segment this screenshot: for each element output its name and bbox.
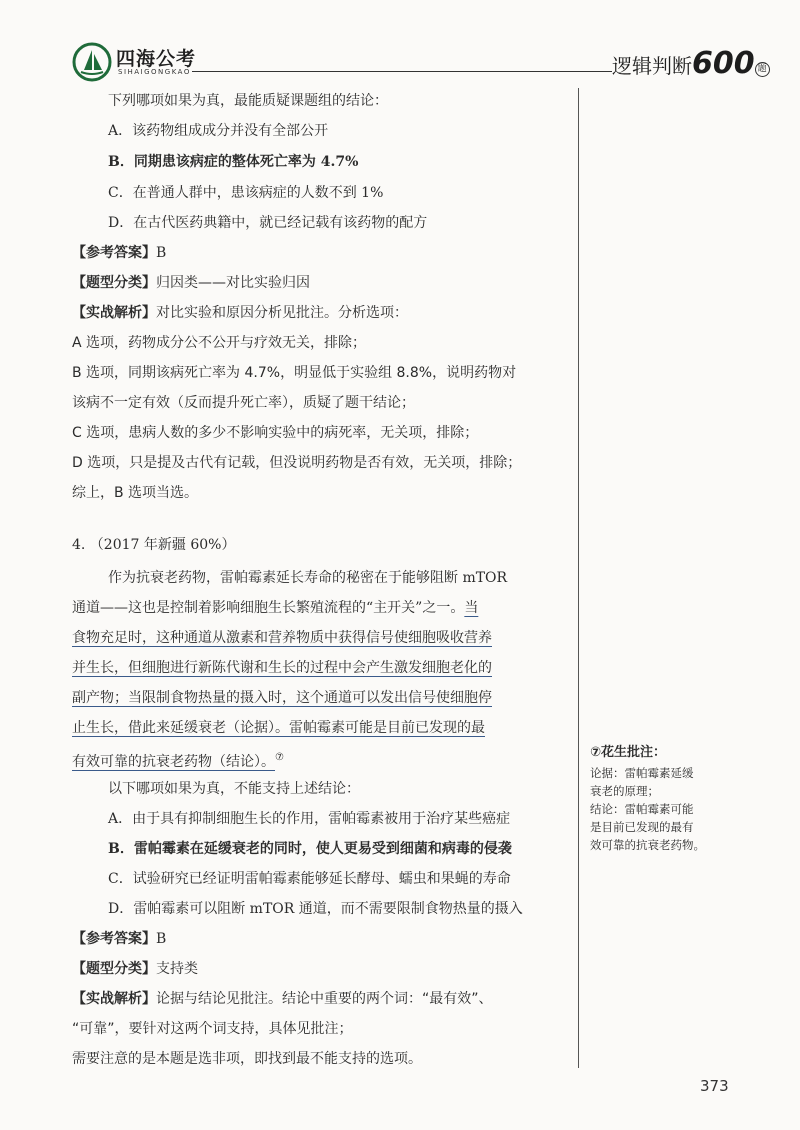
answer-value: B [156,931,167,947]
analysis-label: 【实战解析】 [72,991,156,1007]
answer-label: 【参考答案】 [72,931,156,947]
type-label: 【题型分类】 [72,961,156,977]
q4-option-c: C．试验研究已经证明雷帕霉素能够延长酵母、蠕虫和果蝇的寿命 [108,871,511,887]
q3-analysis-line: B 选项，同期该病死亡率为 4.7%，明显低于实验组 8.8%，说明药物对 [72,365,517,381]
q4-passage-line: 作为抗衰老药物，雷帕霉素延长寿命的秘密在于能够阻断 mTOR [108,570,508,586]
q4-answer [72,928,166,950]
q4-passage-line [72,747,284,773]
q3-option-d: D．在古代医药典籍中，就已经记载有该药物的配方 [108,215,428,231]
q4-heading: 4. （2017 年新疆 60%） [72,537,236,553]
annotation-line: 论据：雷帕霉素延缓 [590,766,694,780]
answer-label: 【参考答案】 [72,245,156,261]
analysis-intro-text: 对比实验和原因分析见批注。分析选项： [156,305,408,321]
q3-answer [72,242,166,264]
annotation-title: ⑦花生批注： [590,745,667,760]
q3-analysis-line: 综上，B 选项当选。 [72,485,199,501]
q4-passage-line: 食物充足时，这种通道从激素和营养物质中获得信号使细胞吸收营养 [72,630,492,646]
page-header [72,38,767,88]
q4-passage-line: 副产物；当限制食物热量的摄入时，这个通道可以发出信号使细胞停 [72,690,492,706]
logo-text: 四海公考 [116,48,197,70]
sailboat-logo-icon [72,42,112,82]
q4-passage-line: 并生长，但细胞进行新陈代谢和生长的过程中会产生激发细胞老化的 [72,660,492,676]
q4-type [72,958,198,980]
q4-passage-line [72,597,478,619]
q3-prompt: 下列哪项如果为真，最能质疑课题组的结论： [108,93,388,109]
annotation-line: 是目前已发现的最有 [590,820,694,834]
q3-analysis-intro [72,302,408,324]
annotation-line: 结论：雷帕霉素可能 [590,802,694,816]
type-label: 【题型分类】 [72,275,156,291]
q4-analysis-line: “可靠”，要针对这两个词支持，具体见批注； [72,1021,353,1037]
q3-option-c: C．在普通人群中，患该病症的人数不到 1% [108,185,384,201]
type-value: 支持类 [156,961,198,977]
q4-analysis-intro [72,988,493,1010]
q3-analysis-line: A 选项，药物成分公不公开与疗效无关，排除； [72,335,367,351]
q3-option-b: B．同期患该病症的整体死亡率为 4.7% [108,154,359,170]
q4-analysis-line: 需要注意的是本题是选非项，即找到最不能支持的选项。 [72,1051,422,1067]
q4-option-d: D．雷帕霉素可以阻断 mTOR 通道，而不需要限制食物热量的摄入 [108,901,523,917]
annotation-marker: ⑦ [275,752,284,763]
answer-value: B [156,245,167,261]
q3-type [72,272,310,294]
page-number: 373 [700,1077,729,1095]
book-title-suffix: 题 [755,62,770,77]
q4-passage-line: 止生长，借此来延缓衰老（论据）。雷帕霉素可能是目前已发现的最 [72,720,485,736]
q3-option-a: A．该药物组成成分并没有全部公开 [108,123,329,139]
book-title [612,46,770,81]
margin-divider [578,88,579,1068]
header-rule [192,71,612,72]
q4-option-b: B．雷帕霉素在延缓衰老的同时，使人更易受到细菌和病毒的侵袭 [108,841,512,857]
q3-analysis-line: 该病不一定有效（反而提升死亡率），质疑了题干结论； [72,395,415,411]
analysis-intro-text: 论据与结论见批注。结论中重要的两个词：“最有效”、 [156,991,493,1007]
annotation-line: 衰老的原理； [590,784,659,798]
side-annotation [590,744,740,854]
book-title-number: 600 [692,46,755,81]
passage-text: 通道——这也是控制着影响细胞生长繁殖流程的“主开关”之一。 [72,600,465,616]
logo-subtext: SIHAIGONGKAO [118,68,191,76]
annotation-line: 效可靠的抗衰老药物。 [590,838,705,852]
q4-prompt: 以下哪项如果为真，不能支持上述结论： [108,781,360,797]
book-title-text: 逻辑判断 [612,54,692,78]
type-value: 归因类——对比实验归因 [156,275,310,291]
q3-analysis-line: C 选项，患病人数的多少不影响实验中的病死率，无关项，排除； [72,425,479,441]
passage-underlined: 当 [464,600,479,616]
analysis-label: 【实战解析】 [72,305,156,321]
q4-option-a: A．由于具有抑制细胞生长的作用，雷帕霉素被用于治疗某些癌症 [108,811,511,827]
q3-analysis-line: D 选项，只是提及古代有记载，但没说明药物是否有效，无关项，排除； [72,455,522,471]
passage-conclusion: 有效可靠的抗衰老药物（结论）。 [72,754,275,770]
